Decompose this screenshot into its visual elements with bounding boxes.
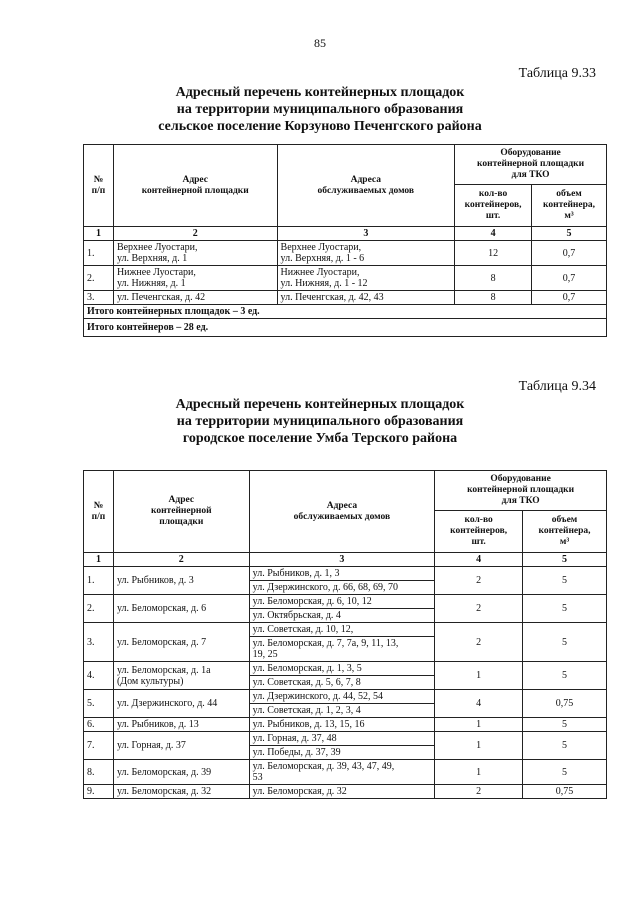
header-num: № п/п <box>84 145 114 227</box>
heading-line: на территории муниципального образования <box>176 102 464 117</box>
total-containers: Итого контейнеров – 28 ед. <box>84 319 607 337</box>
row-num: 2. <box>84 595 114 623</box>
row-address: ул. Дзержинского, д. 44 <box>113 690 249 718</box>
row-num: 3. <box>84 623 114 662</box>
row-served: ул. Печенгская, д. 42, 43 <box>277 291 455 305</box>
row-volume: 5 <box>523 623 607 662</box>
heading-line: Адресный перечень контейнерных площадок <box>175 397 465 412</box>
row-num: 6. <box>84 718 114 732</box>
row-served: ул. Беломорская, д. 39, 43, 47, 49, 53 <box>249 760 435 785</box>
heading-line: городское поселение Умба Терского района <box>182 431 458 446</box>
header-count: кол-во контейнеров, шт. <box>435 511 523 553</box>
index-cell: 5 <box>532 227 607 241</box>
row-address: ул. Рыбников, д. 3 <box>113 567 249 595</box>
row-served: ул. Беломорская, д. 7, 7а, 9, 11, 13, 19, 25 <box>249 637 435 662</box>
header-equipment: Оборудование контейнерной площадки для ТКО <box>435 471 607 511</box>
table-9-34-label: Таблица 9.34 <box>518 379 596 394</box>
table-row <box>84 760 607 785</box>
table-row <box>84 623 607 637</box>
table-9-34 <box>83 470 607 799</box>
row-address: ул. Печенгская, д. 42 <box>113 291 277 305</box>
row-served: ул. Советская, д. 5, 6, 7, 8 <box>249 676 435 690</box>
index-cell: 3 <box>249 553 435 567</box>
table-9-34-heading <box>0 396 640 447</box>
row-volume: 5 <box>523 760 607 785</box>
row-count: 2 <box>435 567 523 595</box>
row-num: 1. <box>84 567 114 595</box>
row-volume: 0,7 <box>532 291 607 305</box>
row-num: 7. <box>84 732 114 760</box>
table-row <box>84 785 607 799</box>
heading-line: на территории муниципального образования <box>176 414 464 429</box>
row-served: ул. Беломорская, д. 32 <box>249 785 435 799</box>
total-sites: Итого контейнерных площадок – 3 ед. <box>84 305 607 319</box>
header-served: Адреса обслуживаемых домов <box>249 471 435 553</box>
row-served: ул. Рыбников, д. 13, 15, 16 <box>249 718 435 732</box>
row-count: 12 <box>455 241 532 266</box>
index-cell: 1 <box>84 553 114 567</box>
table-9-33-heading <box>0 84 640 135</box>
table-row <box>84 718 607 732</box>
row-volume: 5 <box>523 595 607 623</box>
table-row <box>84 266 607 291</box>
row-address: Нижнее Луостари, ул. Нижняя, д. 1 <box>113 266 277 291</box>
row-served: Верхнее Луостари, ул. Верхняя, д. 1 - 6 <box>277 241 455 266</box>
table-row <box>84 567 607 581</box>
index-cell: 3 <box>277 227 455 241</box>
row-volume: 5 <box>523 732 607 760</box>
row-volume: 0,7 <box>532 266 607 291</box>
row-served: ул. Советская, д. 1, 2, 3, 4 <box>249 704 435 718</box>
row-count: 4 <box>435 690 523 718</box>
row-count: 2 <box>435 623 523 662</box>
table-row <box>84 291 607 305</box>
row-volume: 5 <box>523 567 607 595</box>
row-address: ул. Беломорская, д. 7 <box>113 623 249 662</box>
row-volume: 0,7 <box>532 241 607 266</box>
row-count: 1 <box>435 662 523 690</box>
index-cell: 1 <box>84 227 114 241</box>
row-num: 4. <box>84 662 114 690</box>
row-served: ул. Октябрьская, д. 4 <box>249 609 435 623</box>
index-cell: 2 <box>113 227 277 241</box>
table-row <box>84 662 607 676</box>
row-served: ул. Рыбников, д. 1, 3 <box>249 567 435 581</box>
row-served: ул. Дзержинского, д. 66, 68, 69, 70 <box>249 581 435 595</box>
heading-line: сельское поселение Корзуново Печенгского района <box>158 119 482 134</box>
row-num: 1. <box>84 241 114 266</box>
row-served: ул. Советская, д. 10, 12, <box>249 623 435 637</box>
total-containers-row <box>84 319 607 337</box>
row-count: 8 <box>455 291 532 305</box>
row-count: 8 <box>455 266 532 291</box>
row-count: 1 <box>435 760 523 785</box>
table-row <box>84 690 607 704</box>
table-9-33 <box>83 144 607 337</box>
header-address: Адрес контейнерной площадки <box>113 145 277 227</box>
table-row <box>84 732 607 746</box>
row-address: ул. Беломорская, д. 32 <box>113 785 249 799</box>
table-9-33-label: Таблица 9.33 <box>518 66 596 81</box>
header-num: № п/п <box>84 471 114 553</box>
row-address: Верхнее Луостари, ул. Верхняя, д. 1 <box>113 241 277 266</box>
row-num: 2. <box>84 266 114 291</box>
index-cell: 4 <box>455 227 532 241</box>
header-count: кол-во контейнеров, шт. <box>455 185 532 227</box>
row-address: ул. Беломорская, д. 1а (Дом культуры) <box>113 662 249 690</box>
header-volume: объем контейнера, м³ <box>523 511 607 553</box>
row-served: Нижнее Луостари, ул. Нижняя, д. 1 - 12 <box>277 266 455 291</box>
index-cell: 4 <box>435 553 523 567</box>
index-row <box>84 227 607 241</box>
row-served: ул. Дзержинского, д. 44, 52, 54 <box>249 690 435 704</box>
header-equipment: Оборудование контейнерной площадки для ТКО <box>455 145 607 185</box>
table-row <box>84 595 607 609</box>
row-num: 9. <box>84 785 114 799</box>
row-served: ул. Горная, д. 37, 48 <box>249 732 435 746</box>
row-address: ул. Беломорская, д. 39 <box>113 760 249 785</box>
index-row <box>84 553 607 567</box>
row-volume: 5 <box>523 662 607 690</box>
index-cell: 2 <box>113 553 249 567</box>
header-address: Адрес контейнерной площадки <box>113 471 249 553</box>
header-volume: объем контейнера, м³ <box>532 185 607 227</box>
page-number: 85 <box>314 36 326 50</box>
table-row <box>84 241 607 266</box>
row-address: ул. Горная, д. 37 <box>113 732 249 760</box>
row-address: ул. Беломорская, д. 6 <box>113 595 249 623</box>
row-volume: 5 <box>523 718 607 732</box>
row-served: ул. Беломорская, д. 1, 3, 5 <box>249 662 435 676</box>
header-served: Адреса обслуживаемых домов <box>277 145 455 227</box>
row-count: 2 <box>435 595 523 623</box>
row-count: 2 <box>435 785 523 799</box>
row-volume: 0,75 <box>523 785 607 799</box>
row-volume: 0,75 <box>523 690 607 718</box>
row-count: 1 <box>435 732 523 760</box>
row-served: ул. Беломорская, д. 6, 10, 12 <box>249 595 435 609</box>
total-sites-row <box>84 305 607 319</box>
row-num: 5. <box>84 690 114 718</box>
heading-line: Адресный перечень контейнерных площадок <box>175 85 465 100</box>
row-count: 1 <box>435 718 523 732</box>
index-cell: 5 <box>523 553 607 567</box>
row-num: 8. <box>84 760 114 785</box>
row-served: ул. Победы, д. 37, 39 <box>249 746 435 760</box>
row-num: 3. <box>84 291 114 305</box>
row-address: ул. Рыбников, д. 13 <box>113 718 249 732</box>
